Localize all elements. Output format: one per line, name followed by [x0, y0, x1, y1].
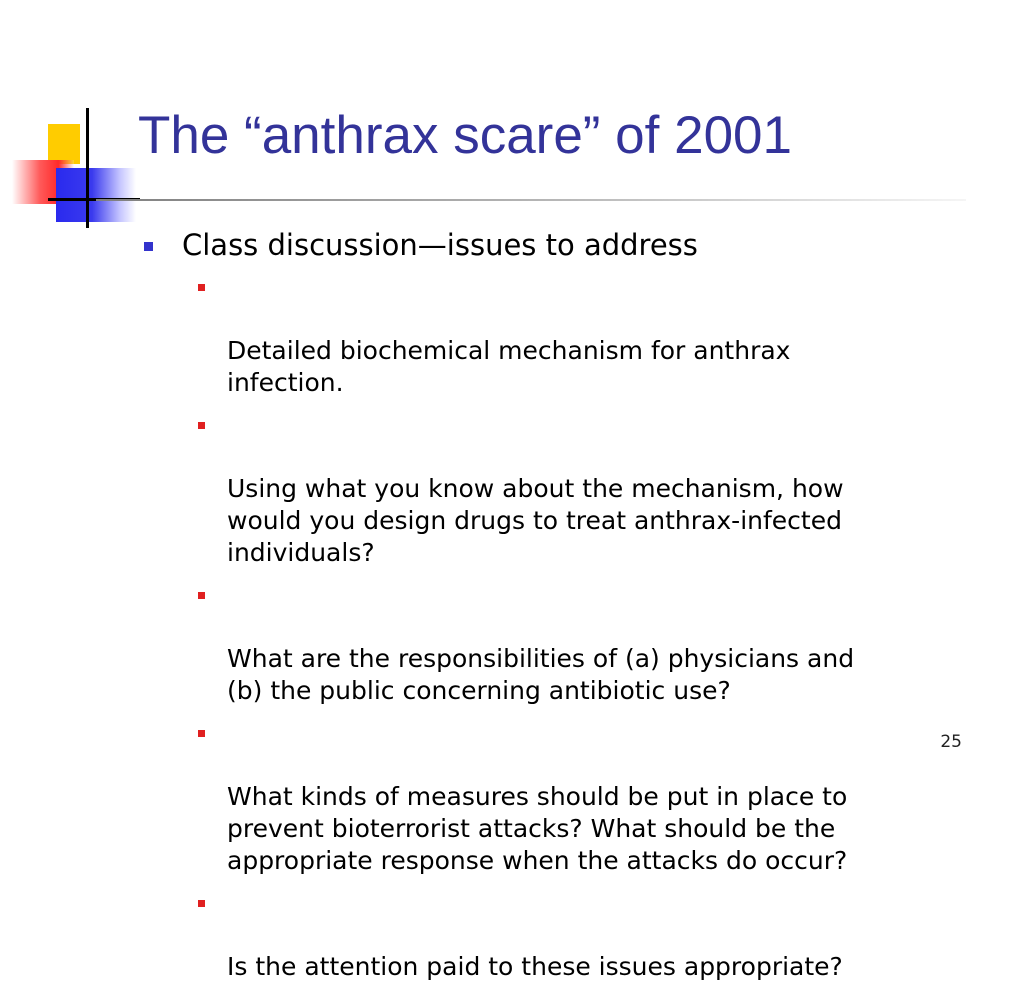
sub-bullet-item [140, 579, 1000, 707]
sub-bullet-item [140, 887, 1000, 983]
sub-bullet-item [140, 271, 1000, 399]
sub-bullet-text: Is the attention paid to these issues appropriate? [227, 952, 843, 981]
title-divider [96, 199, 966, 201]
logo-vertical-line [86, 108, 89, 228]
square-bullet-icon [198, 284, 205, 291]
bullet-level1 [140, 225, 1000, 265]
page-number: 25 [940, 732, 962, 752]
sub-bullet-text: Detailed biochemical mechanism for anthrax infection. [227, 336, 791, 397]
square-bullet-icon [198, 730, 205, 737]
bullet-level1-text: Class discussion—issues to address [182, 228, 698, 262]
square-bullet-icon [198, 900, 205, 907]
sub-bullet-item [140, 409, 1000, 569]
slide-title: The “anthrax scare” of 2001 [138, 106, 793, 165]
square-bullet-icon [144, 242, 153, 251]
square-bullet-icon [198, 422, 205, 429]
square-bullet-icon [198, 592, 205, 599]
sub-bullet-list [140, 271, 1000, 983]
slide-body [140, 225, 1000, 993]
sub-bullet-text: What are the responsibilities of (a) physicians and (b) the public concerning antibiotic use? [227, 644, 855, 705]
logo-yellow-square [48, 124, 80, 164]
sub-bullet-text: Using what you know about the mechanism, how would you design drugs to treat anthrax-infected individuals? [227, 474, 844, 567]
sub-bullet-item [140, 717, 1000, 877]
sub-bullet-text: What kinds of measures should be put in place to prevent bioterrorist attacks? What should be the appropriate response when the attacks do occur? [227, 782, 848, 875]
logo-blue-square [56, 168, 136, 222]
